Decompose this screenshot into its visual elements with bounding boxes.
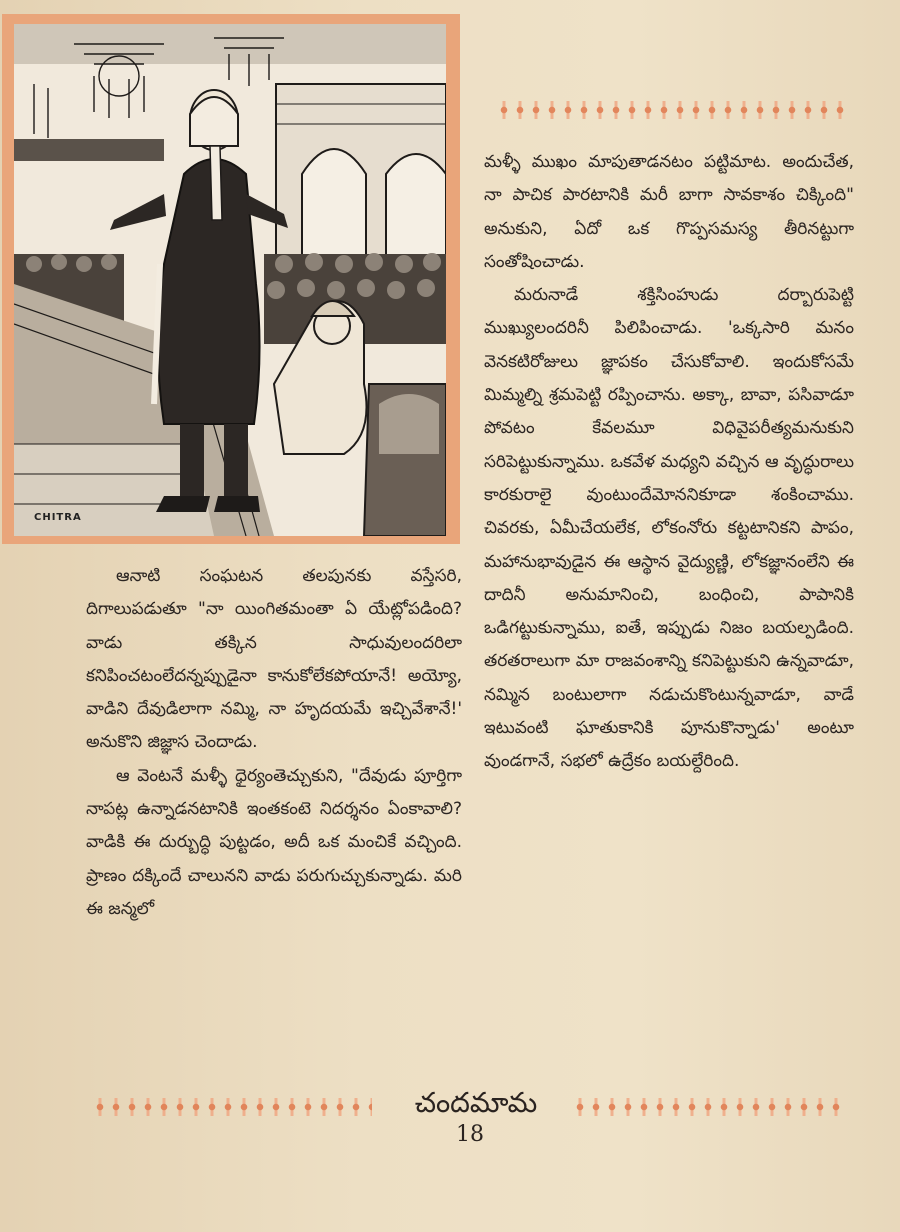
magazine-title: చందమామ [414,1086,538,1119]
paragraph: మరునాడే శక్తిసింహుడు దర్బారుపెట్టి ముఖ్యులందరినీ పిలిపించాడు. 'ఒక్కసారి మనం వెనకటిరోజులు జ్ఞాపకం చేసుకోవాలి. ఇందుకోసమే మిమ్మల్ని శ్రమపెట్టి రప్పించాను. అక్కా, బావా, పసివాడూ పోవటం కేవలమూ విధివైపరీత్యమనుకుని సరిపెట్టుకున్నాము. ఒకవేళ మధ్యని వచ్చిన ఆ వృద్ధురాలు కారకురాలై వుంటుందేమోననికూడా శంకించాము. చివరకు, ఏమీచేయలేక, లోకంనోరు కట్టటానికని పాపం, మహానుభావుడైన ఈ ఆస్థాన వైద్యుణ్ణి, లోకజ్ఞానంలేని ఈ దాదినీ అనుమానించి, బంధించి, పాపానికి ఒడిగట్టుకున్నాము, ఐతే, ఇప్పుడు నిజం బయల్పడింది. తరతరాలుగా మా రాజవంశాన్ని కనిపెట్టుకుని ఉన్నవాడూ, నమ్మిన బంటులాగా నడుచుకొంటున్నవాడూ, వాడే ఇటువంటి ఘాతుకానికి పూనుకొన్నాడు' అంటూ వుండగానే, సభలో ఉద్రేకం బయల్దేరింది. [484,285,854,772]
right-column-text [484,146,854,779]
decorative-ornament-top [496,101,844,119]
paragraph: మళ్ళీ ముఖం మాపుతాడనటం పట్టిమాట. అందుచేత, నా పాచిక పారటానికి మరీ బాగా సావకాశం చిక్కింది" అనుకుని, ఏదో ఒక గొప్పసమస్య తీరినట్టుగా సంతోషించాడు. [484,152,854,272]
court-scene-illustration [14,24,446,536]
illustration-frame [2,14,460,544]
decorative-ornament-left [92,1098,372,1116]
decorative-ornament-right [572,1098,846,1116]
paragraph: ఆనాటి సంఘటన తలపునకు వస్తేసరి, దిగాలుపడుతూ "నా యింగితమంతా ఏ యేట్లోపడింది? వాడు తక్కిన సాధువులందరిలా కనిపించటంలేదన్నప్పుడైనా కానుకోలేకపోయానే! అయ్యో, వాడిని దేవుడిలాగా నమ్మి, నా హృదయమే ఇచ్చివేశానే!' అనుకొని జిజ్ఞాస చెందాడు. [86,566,462,753]
paragraph: ఆ వెంటనే మళ్ళీ ధైర్యంతెచ్చుకుని, "దేవుడు పూర్తిగా నాపట్ల ఉన్నాడనటానికి ఇంతకంటె నిదర్శనం ఏంకావాలి? వాడికి ఈ దుర్బుద్ధి పుట్టడం, అదీ ఒక మంచికే వచ్చింది. ప్రాణం దక్కిందే చాలునని వాడు పరుగుచ్చుకున్నాడు. మరి ఈ జన్మలో [86,765,462,919]
left-column-text [86,560,462,926]
page-number: 18 [456,1122,484,1147]
court-scene-drawing [14,24,446,536]
illustrator-signature: CHITRA [34,512,82,523]
